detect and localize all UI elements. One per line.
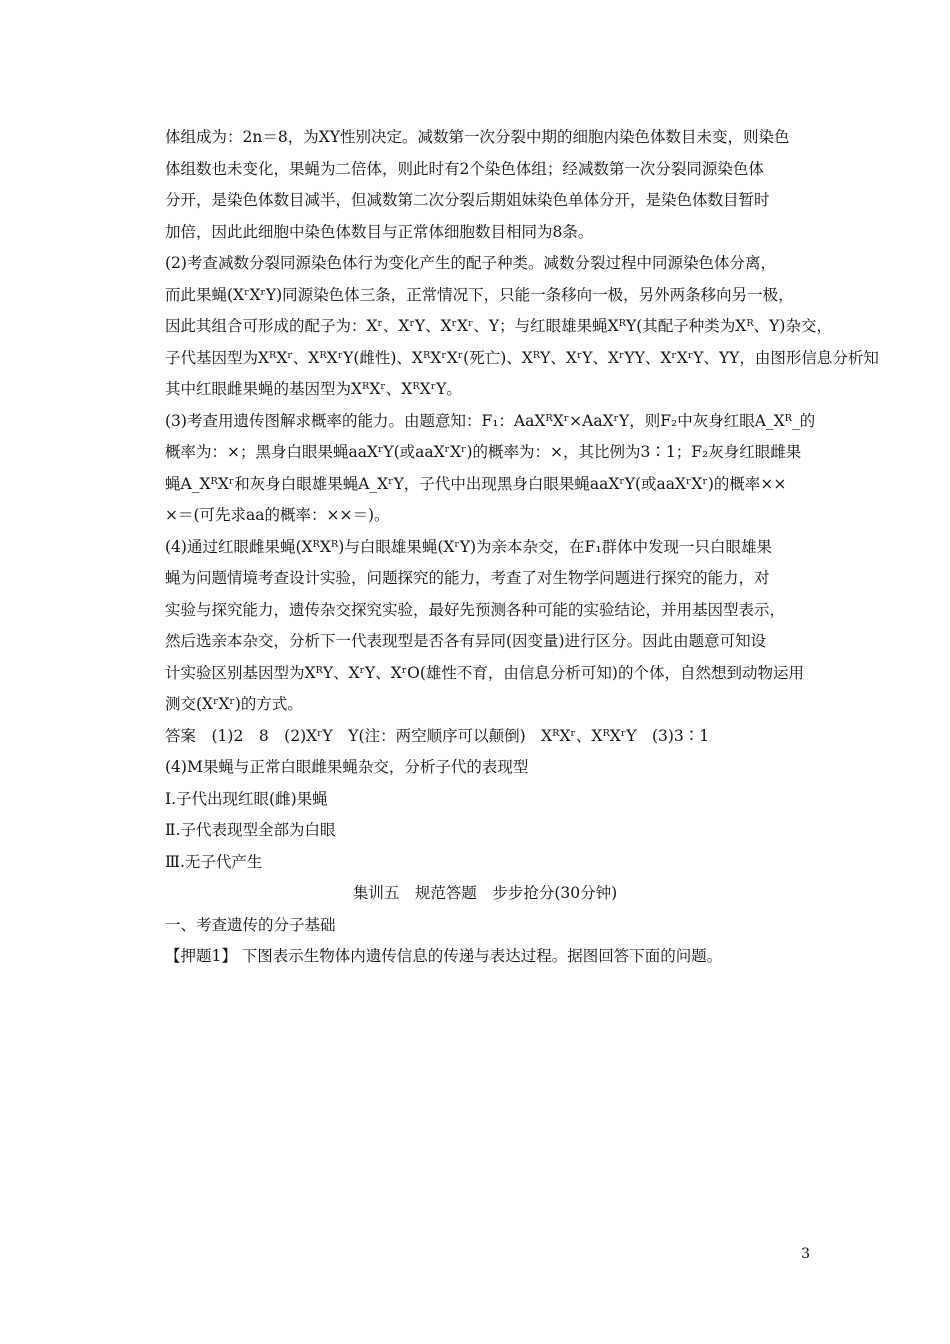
paragraph-line: (4)通过红眼雌果蝇(XᴿXᴿ)与白眼雄果蝇(XʳY)为亲本杂交，在F₁群体中发现一只白眼雄果 xyxy=(165,537,773,556)
paragraph-line: 加倍，因此此细胞中染色体数目与正常体细胞数目相同为8条。 xyxy=(165,222,594,241)
answer-line: Ⅲ.无子代产生 xyxy=(165,852,263,871)
paragraph-line: 概率为：×；黑身白眼果蝇aaXʳY(或aaXʳXʳ)的概率为：×，其比例为3∶1；F₂灰身红眼雌果 xyxy=(165,443,802,461)
answer-line: Ⅰ.子代出现红眼(雌)果蝇 xyxy=(165,789,328,808)
document-body xyxy=(165,122,879,973)
paragraph-line: 体组成为：2n＝8，为XY性别决定。减数第一次分裂中期的细胞内染色体数目未变，则染色 xyxy=(165,128,790,146)
paragraph-line: 然后选亲本杂交，分析下一代表现型是否各有异同(因变量)进行区分。因此由题意可知设 xyxy=(165,632,767,650)
paragraph-line: 计实验区别基因型为XᴿY、XʳY、XʳO(雄性不育，由信息分析可知)的个体，自然想到动物运用 xyxy=(165,663,804,682)
paragraph-line: 体组数也未变化，果蝇为二倍体，则此时有2个染色体组；经减数第一次分裂同源染色体 xyxy=(165,159,764,178)
paragraph-line: 实验与探究能力，遗传杂交探究实验，最好先预测各种可能的实验结论，并用基因型表示， xyxy=(165,600,786,619)
paragraph-line: 蝇A_XᴿXʳ和灰身白眼雄果蝇A_XʳY，子代中出现黑身白眼果蝇aaXʳY(或aaXʳXʳ)的概率×× xyxy=(165,474,787,493)
subsection-title: 一、考查遗传的分子基础 xyxy=(165,915,336,934)
paragraph-line: 因此其组合可形成的配子为：Xʳ、XʳY、XʳXʳ、Y；与红眼雄果蝇XᴿY(其配子种类为Xᴿ、Y)杂交， xyxy=(165,317,832,335)
paragraph-line: (2)考查减数分裂同源染色体行为变化产生的配子种类。减数分裂过程中同源染色体分离， xyxy=(165,254,776,272)
paragraph-line: 分开，是染色体数目减半，但减数第二次分裂后期姐妹染色单体分开，是染色体数目暂时 xyxy=(165,191,770,209)
answer-line: Ⅱ.子代表现型全部为白眼 xyxy=(165,821,336,839)
question-intro: 【押题1】 下图表示生物体内遗传信息的传递与表达过程。据图回答下面的问题。 xyxy=(165,947,723,965)
paragraph-line: 蝇为问题情境考查设计实验，问题探究的能力，考查了对生物学问题进行探究的能力，对 xyxy=(165,569,770,587)
answer-line: (4)M果蝇与正常白眼雌果蝇杂交，分析子代的表现型 xyxy=(165,758,529,776)
paragraph-line: 子代基因型为XᴿXʳ、XᴿXʳY(雌性)、XᴿXʳXʳ(死亡)、XᴿY、XʳY、XʳYY、XʳXʳY、YY，由图形信息分析知 xyxy=(165,348,879,367)
paragraph-line: 其中红眼雌果蝇的基因型为XᴿXʳ、XᴿXʳY。 xyxy=(165,380,462,398)
paragraph-line: ×＝(可先求aa的概率：××＝)。 xyxy=(165,506,390,524)
paragraph-line: (3)考查用遗传图解求概率的能力。由题意知：F₁：AaXᴿXʳ×AaXʳY，则F₂中灰身红眼A_Xᴿ_的 xyxy=(165,411,816,430)
paragraph-line: 测交(XʳXʳ)的方式。 xyxy=(165,695,303,713)
page-number: 3 xyxy=(801,1246,810,1262)
paragraph-line: 而此果蝇(XʳXʳY)同源染色体三条，正常情况下，只能一条移向一极，另外两条移向另一极， xyxy=(165,285,794,304)
section-title: 集训五 规范答题 步步抢分(30分钟) xyxy=(352,884,618,902)
answer-line: 答案 (1)2 8 (2)XʳY Y(注：两空顺序可以颠倒) XᴿXʳ、XᴿXʳY (3)3∶1 xyxy=(165,726,710,745)
